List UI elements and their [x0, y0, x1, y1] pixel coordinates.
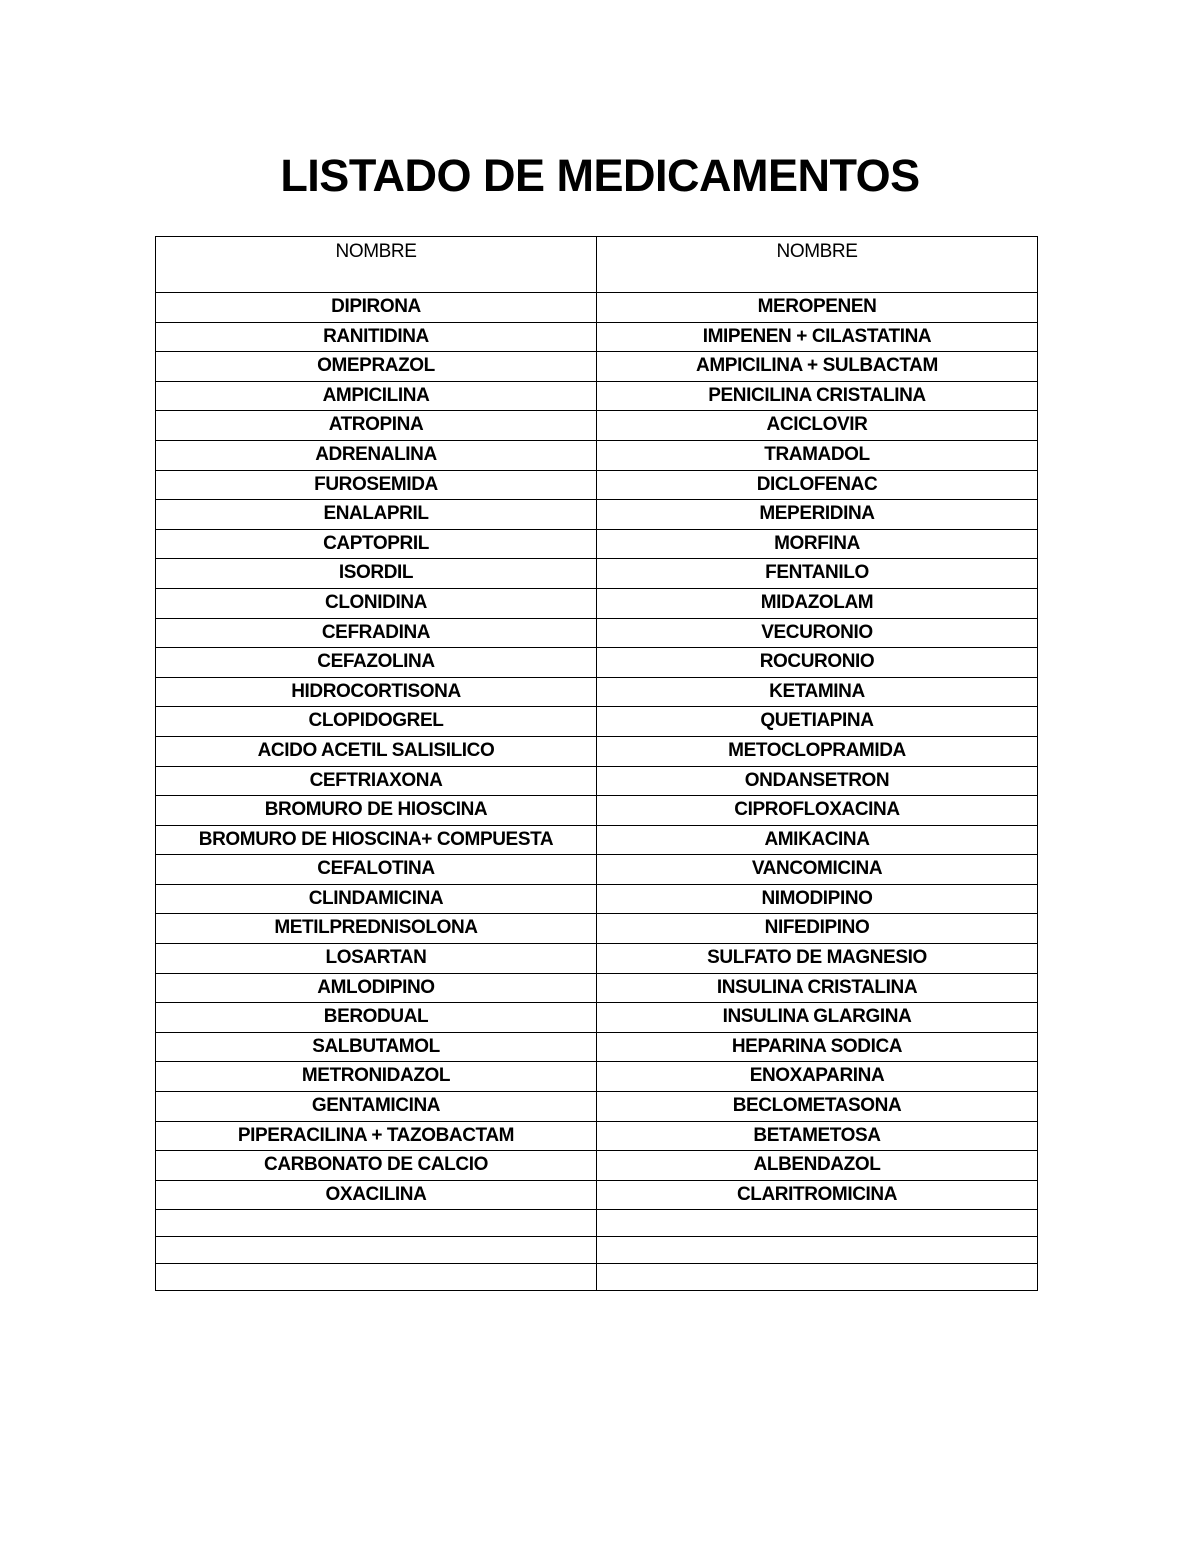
table-cell: HIDROCORTISONA — [156, 677, 597, 707]
table-cell: MEROPENEN — [597, 293, 1038, 323]
table-row — [156, 440, 1038, 470]
table-cell: CIPROFLOXACINA — [597, 796, 1038, 826]
table-row — [156, 736, 1038, 766]
table-cell: MEPERIDINA — [597, 500, 1038, 530]
table-cell: ENALAPRIL — [156, 500, 597, 530]
table-row — [156, 1151, 1038, 1181]
table-cell: ATROPINA — [156, 411, 597, 441]
table-header-row — [156, 237, 1038, 293]
medication-table — [155, 236, 1038, 1291]
table-row — [156, 884, 1038, 914]
empty-table-row — [156, 1237, 1038, 1264]
table-row — [156, 766, 1038, 796]
table-row — [156, 707, 1038, 737]
table-row — [156, 352, 1038, 382]
table-cell: BROMURO DE HIOSCINA+ COMPUESTA — [156, 825, 597, 855]
table-cell: NIFEDIPINO — [597, 914, 1038, 944]
table-row — [156, 500, 1038, 530]
column-header: NOMBRE — [156, 237, 597, 293]
column-header: NOMBRE — [597, 237, 1038, 293]
table-row — [156, 944, 1038, 974]
table-row — [156, 1121, 1038, 1151]
table-row — [156, 411, 1038, 441]
table-cell: SULFATO DE MAGNESIO — [597, 944, 1038, 974]
page-title: LISTADO DE MEDICAMENTOS — [280, 150, 920, 201]
table-cell: CLINDAMICINA — [156, 884, 597, 914]
table-cell: AMIKACINA — [597, 825, 1038, 855]
table-body — [156, 293, 1038, 1291]
empty-table-cell — [597, 1210, 1038, 1237]
table-row — [156, 855, 1038, 885]
table-cell: CLONIDINA — [156, 588, 597, 618]
table-row — [156, 677, 1038, 707]
table-cell: PIPERACILINA + TAZOBACTAM — [156, 1121, 597, 1151]
table-row — [156, 648, 1038, 678]
table-cell: AMPICILINA — [156, 381, 597, 411]
table-row — [156, 914, 1038, 944]
empty-table-cell — [156, 1264, 597, 1291]
table-cell: METRONIDAZOL — [156, 1062, 597, 1092]
table-cell: ADRENALINA — [156, 440, 597, 470]
table-row — [156, 1032, 1038, 1062]
empty-table-cell — [156, 1237, 597, 1264]
empty-table-cell — [597, 1237, 1038, 1264]
table-row — [156, 588, 1038, 618]
table-cell: MIDAZOLAM — [597, 588, 1038, 618]
table-cell: CEFALOTINA — [156, 855, 597, 885]
table-cell: CAPTOPRIL — [156, 529, 597, 559]
table-row — [156, 381, 1038, 411]
table-cell: INSULINA CRISTALINA — [597, 973, 1038, 1003]
table-cell: TRAMADOL — [597, 440, 1038, 470]
table-cell: NIMODIPINO — [597, 884, 1038, 914]
table-row — [156, 559, 1038, 589]
table-cell: METILPREDNISOLONA — [156, 914, 597, 944]
table-cell: BERODUAL — [156, 1003, 597, 1033]
table-cell: DIPIRONA — [156, 293, 597, 323]
table-row — [156, 973, 1038, 1003]
table-cell: CLOPIDOGREL — [156, 707, 597, 737]
table-cell: ONDANSETRON — [597, 766, 1038, 796]
table-cell: DICLOFENAC — [597, 470, 1038, 500]
table-cell: OXACILINA — [156, 1180, 597, 1210]
table-cell: CEFAZOLINA — [156, 648, 597, 678]
table-cell: OMEPRAZOL — [156, 352, 597, 382]
table-cell: INSULINA GLARGINA — [597, 1003, 1038, 1033]
table-row — [156, 1180, 1038, 1210]
table-cell: BROMURO DE HIOSCINA — [156, 796, 597, 826]
empty-table-row — [156, 1264, 1038, 1291]
table-cell: VANCOMICINA — [597, 855, 1038, 885]
empty-table-row — [156, 1210, 1038, 1237]
empty-table-cell — [156, 1210, 597, 1237]
table-cell: ENOXAPARINA — [597, 1062, 1038, 1092]
table-row — [156, 825, 1038, 855]
table-cell: FENTANILO — [597, 559, 1038, 589]
table-cell: QUETIAPINA — [597, 707, 1038, 737]
table-cell: ISORDIL — [156, 559, 597, 589]
table-cell: BETAMETOSA — [597, 1121, 1038, 1151]
table-cell: AMLODIPINO — [156, 973, 597, 1003]
table-cell: SALBUTAMOL — [156, 1032, 597, 1062]
table-row — [156, 470, 1038, 500]
table-cell: CARBONATO DE CALCIO — [156, 1151, 597, 1181]
table-cell: VECURONIO — [597, 618, 1038, 648]
table-cell: METOCLOPRAMIDA — [597, 736, 1038, 766]
table-cell: BECLOMETASONA — [597, 1092, 1038, 1122]
table-row — [156, 293, 1038, 323]
table-cell: CEFTRIAXONA — [156, 766, 597, 796]
table-cell: GENTAMICINA — [156, 1092, 597, 1122]
table-cell: RANITIDINA — [156, 322, 597, 352]
table-cell: AMPICILINA + SULBACTAM — [597, 352, 1038, 382]
table-cell: CLARITROMICINA — [597, 1180, 1038, 1210]
table-cell: IMIPENEN + CILASTATINA — [597, 322, 1038, 352]
table-row — [156, 1092, 1038, 1122]
table-cell: ACICLOVIR — [597, 411, 1038, 441]
table-row — [156, 1062, 1038, 1092]
table-row — [156, 322, 1038, 352]
table-cell: ACIDO ACETIL SALISILICO — [156, 736, 597, 766]
table-cell: HEPARINA SODICA — [597, 1032, 1038, 1062]
table-cell: CEFRADINA — [156, 618, 597, 648]
table-cell: MORFINA — [597, 529, 1038, 559]
table-row — [156, 1003, 1038, 1033]
table-cell: LOSARTAN — [156, 944, 597, 974]
table-row — [156, 618, 1038, 648]
table-cell: ALBENDAZOL — [597, 1151, 1038, 1181]
table-row — [156, 796, 1038, 826]
table-cell: ROCURONIO — [597, 648, 1038, 678]
table-cell: PENICILINA CRISTALINA — [597, 381, 1038, 411]
table-cell: KETAMINA — [597, 677, 1038, 707]
table-cell: FUROSEMIDA — [156, 470, 597, 500]
empty-table-cell — [597, 1264, 1038, 1291]
table-row — [156, 529, 1038, 559]
